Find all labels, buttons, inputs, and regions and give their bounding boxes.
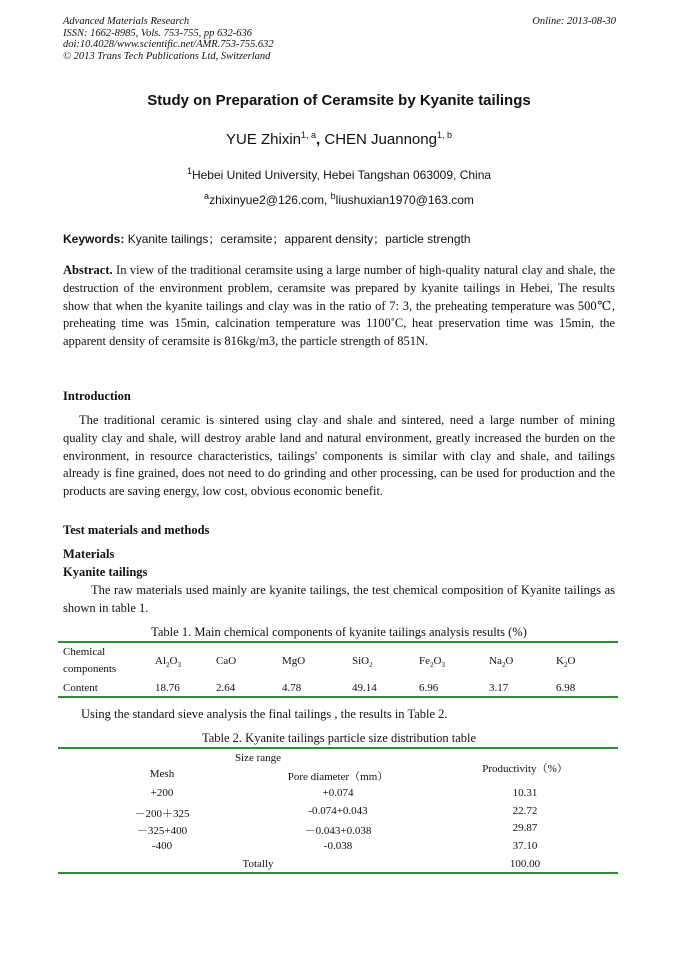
formula-part: 2 (166, 661, 170, 670)
authors (0, 130, 678, 148)
keywords-label: Keywords: (63, 232, 125, 246)
table1-top-rule (58, 641, 618, 643)
table1-row-head-2: Content (63, 682, 98, 694)
formula-part: Fe (419, 655, 430, 667)
formula-part: 2 (430, 661, 434, 670)
table1-col-header (282, 655, 305, 667)
table1-col-header (155, 655, 181, 669)
introduction-text: The traditional ceramic is sintered using clay and shale and sintered, need a large number of mining quality clay and shale, will destroy arable land and natural environment, greatly increased the burden on the environment, in resource characteristics, tailings' components is similar with clay and shale, and tailings already is fine grained, does not need to do grinding and other processing, can be used for production and the products are saving energy, low cost, obvious economic benefit. (63, 413, 615, 499)
table2-pore-cell: -0.074+0.043 (308, 804, 368, 817)
table1-caption: Table 1. Main chemical components of kyanite tailings analysis results (%) (151, 625, 527, 639)
formula-part: Na (489, 655, 502, 667)
table1-value: 4.78 (282, 682, 302, 694)
table2-prod-cell: 29.87 (512, 822, 538, 834)
formula-part: 2 (369, 661, 373, 670)
table2-prod-cell: 10.31 (512, 787, 538, 799)
formula-part: O (433, 655, 442, 667)
table2-prod-cell: 37.10 (512, 839, 538, 852)
formula-part: O (169, 655, 178, 667)
table1-value: 6.96 (419, 682, 439, 694)
email-a: zhixinyue2@126.com, (209, 193, 331, 207)
table1-value: 49.14 (352, 682, 377, 694)
affiliation-sup: 1 (186, 166, 192, 176)
doi: doi:10.4028/www.scientific.net/AMR.753-755.632 (63, 39, 274, 50)
table2-caption: Table 2. Kyanite tailings particle size distribution table (201, 731, 477, 745)
author-1-sup: 1, a (301, 130, 317, 140)
formula-part: CaO (216, 655, 237, 667)
online-date: Online: 2013-08-30 (532, 16, 616, 27)
email-b-sup: b (330, 191, 336, 201)
table1-col-header (419, 655, 445, 669)
table2-mesh-cell: －325+400 (136, 825, 188, 837)
affiliation-text: Hebei United University, Hebei Tangshan 063009, China (191, 168, 492, 182)
table2-mesh-cell: －200＋325 (134, 807, 190, 820)
abstract (63, 262, 615, 351)
introduction-heading: Introduction (63, 389, 131, 403)
table2-total-value: 100.00 (509, 858, 541, 870)
table2-productivity-header: Productivity（%） (482, 763, 568, 775)
section-heading: Test materials and methods (63, 523, 210, 537)
table2-pore-cell: －0.043+0.038 (304, 825, 372, 837)
table2-mesh-cell: -400 (151, 839, 173, 852)
formula-part: SiO (352, 655, 370, 667)
formula-part: K (556, 655, 564, 667)
table2-pore-cell: +0.074 (322, 787, 354, 799)
issn: ISSN: 1662-8985, Vols. 753-755, pp 632-636 (63, 27, 252, 39)
table1-col-header (352, 655, 373, 669)
table1-col-header (216, 655, 236, 667)
formula-part: 2 (501, 661, 506, 670)
email-a-sup: a (204, 191, 210, 201)
table2-size-range: Size range (234, 752, 282, 764)
formula-part: 3 (177, 661, 181, 670)
author-2-sup: 1, b (436, 130, 452, 140)
formula-part: 2 (563, 661, 568, 670)
formula-part: O (567, 655, 576, 667)
table1-value: 6.98 (556, 682, 576, 694)
table2-mesh-header: Mesh (149, 768, 175, 780)
table2-pore-header: Pore diameter（mm） (287, 771, 389, 783)
table1-value: 3.17 (489, 682, 509, 694)
emails (0, 191, 678, 207)
table1-row-head-1b: components (63, 663, 117, 675)
keywords (63, 230, 615, 247)
author-1: YUE Zhixin (226, 131, 302, 148)
table2-bottom-rule (58, 872, 618, 874)
sieve-text: Using the standard sieve analysis the final tailings , the results in Table 2. (81, 707, 448, 721)
table2-pore-cell: -0.038 (323, 839, 353, 852)
table2-top-rule (58, 747, 618, 749)
table1-value: 18.76 (155, 682, 180, 694)
formula-part: MgO (282, 655, 306, 667)
email-b: liushuxian1970@163.com (335, 193, 474, 207)
table1-col-header (556, 655, 575, 669)
abstract-label: Abstract. (63, 263, 113, 277)
table2-mesh-cell: +200 (150, 787, 174, 799)
formula-part: Al (155, 655, 166, 667)
journal-header (63, 16, 274, 62)
author-2: CHEN Juannong (324, 131, 437, 148)
journal-name: Advanced Materials Research (63, 16, 190, 27)
abstract-text: In view of the traditional ceramsite using a large number of high-quality natural clay and shale, the destruction of the environment problem, ceramsite was prepared by kyanite tailings in Hebei, The results show that when the kyanite tailings and clay was in the ratio of 7: 3, the preheating temperature was 500℃, preheating time was 15min, calcination temperature was 1100˚C, heat preservation time was 15min, the apparent density of ceramsite is 816kg/m3, the particle strength of 851N. (63, 263, 615, 349)
table1-value: 2.64 (216, 682, 236, 694)
paper-title: Study on Preparation of Ceramsite by Kyanite tailings (147, 92, 531, 109)
keywords-text: Kyanite tailings；ceramsite；apparent density；particle strength (124, 232, 471, 246)
author-separator: , (316, 131, 325, 148)
table1-bottom-rule (58, 696, 618, 698)
formula-part: 3 (441, 661, 445, 670)
table1-col-header (489, 655, 513, 669)
subsubsection-heading: Kyanite tailings (63, 565, 148, 579)
table2-prod-cell: 22.72 (512, 804, 538, 817)
copyright: © 2013 Trans Tech Publications Ltd, Switzerland (63, 50, 271, 62)
subsection-heading: Materials (63, 547, 115, 561)
raw-materials-text: The raw materials used mainly are kyanite tailings, the test chemical composition of Kyanite tailings as shown in table 1. (63, 583, 615, 615)
table1-row-head-1: Chemical (63, 646, 106, 658)
formula-part: O (505, 655, 514, 667)
affiliation (0, 166, 678, 182)
table2-total-label: Totally (242, 858, 274, 870)
